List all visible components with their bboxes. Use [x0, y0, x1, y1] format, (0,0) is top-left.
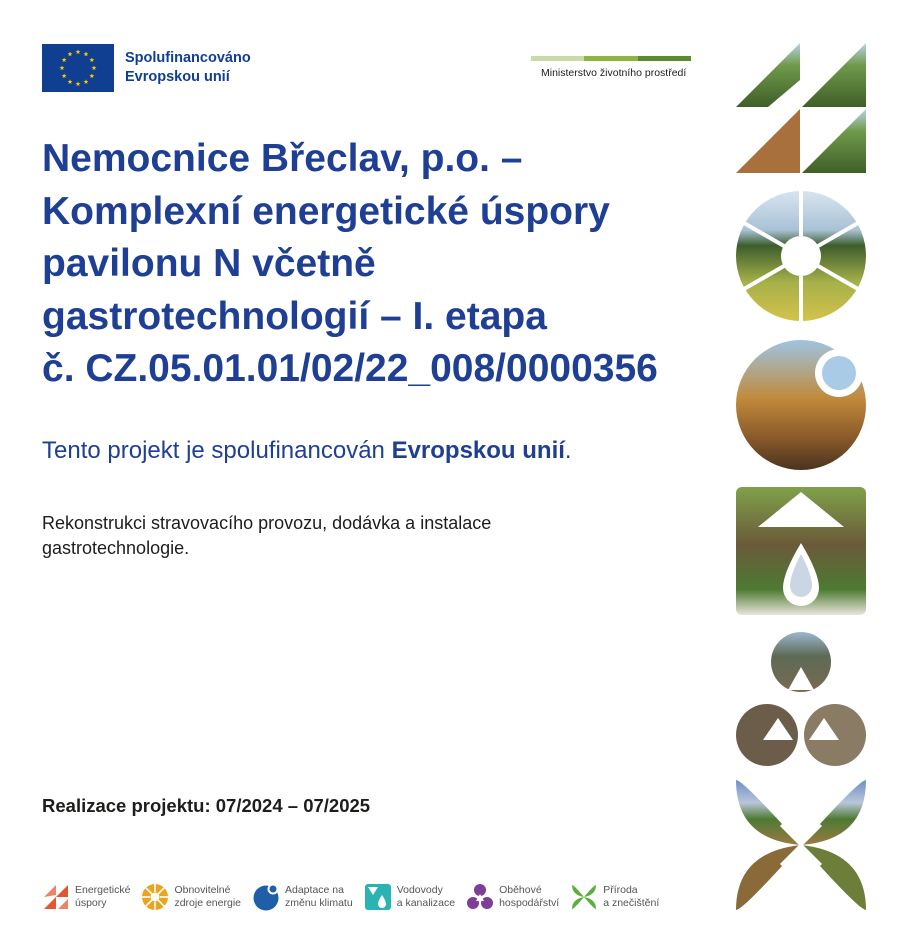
- category-water-sewerage: [364, 883, 455, 911]
- project-period: Realizace projektu: 07/2024 – 07/2025: [42, 795, 371, 816]
- category-energy-savings: [42, 883, 130, 911]
- eu-flag-icon: [42, 44, 114, 92]
- category-label: Energetické úspory: [75, 884, 131, 909]
- water-sewerage-icon: [364, 883, 392, 911]
- category-label: Obnovitelné zdroje energie: [174, 884, 241, 909]
- eu-logo-line2: Evropskou unií: [125, 69, 230, 85]
- circular-economy-icon: [466, 883, 494, 911]
- decorative-photo-column: [733, 40, 869, 915]
- climate-adaptation-icon: [252, 883, 280, 911]
- ministry-logo: [531, 56, 691, 79]
- category-climate-adaptation: [252, 883, 353, 911]
- nature-pollution-icon: [570, 883, 598, 911]
- deco-block-water: [736, 487, 866, 615]
- deco-block-nature: [736, 780, 866, 910]
- deco-block-renewables: [736, 191, 866, 321]
- ministry-name: Ministerstvo životního prostředí: [541, 67, 687, 79]
- eu-logo-line1: Spolufinancováno: [125, 50, 251, 66]
- cofinancing-eu: Evropskou unií: [391, 437, 565, 464]
- cofinancing-prefix: Tento projekt je spolufinancován: [42, 437, 392, 464]
- eu-cofinanced-logo: [42, 44, 251, 92]
- project-title: Nemocnice Břeclav, p.o. – Komplexní energetické úspory pavilonu N včetně gastrotechnologií – I. etapa č. CZ.05.01.01/02/22_008/0000356: [42, 137, 658, 390]
- eu-logo-text: [125, 49, 251, 87]
- ministry-bar-light: [531, 56, 584, 61]
- ministry-logo-bars: [531, 56, 691, 61]
- program-categories: [42, 883, 670, 911]
- cofinancing-statement: [42, 435, 572, 467]
- category-circular-economy: [466, 883, 559, 911]
- project-description: Rekonstrukci stravovacího provozu, dodávka a instalace gastrotechnologie.: [42, 513, 492, 558]
- energy-savings-icon: [42, 883, 70, 911]
- category-label: Příroda a znečištění: [603, 884, 660, 909]
- ministry-bar-dark: [638, 56, 691, 61]
- cofinancing-suffix: .: [564, 437, 572, 464]
- deco-block-circular: [736, 632, 866, 766]
- ministry-bar-mid: [584, 56, 637, 61]
- deco-block-energy: [736, 43, 866, 173]
- category-label: Vodovody a kanalizace: [396, 884, 456, 909]
- renewable-energy-icon: [141, 883, 169, 911]
- category-nature-pollution: [570, 883, 659, 911]
- category-renewable-energy: [141, 883, 241, 911]
- category-label: Adaptace na změnu klimatu: [285, 884, 353, 909]
- category-label: Oběhové hospodářství: [499, 884, 560, 909]
- deco-block-climate: [736, 340, 866, 470]
